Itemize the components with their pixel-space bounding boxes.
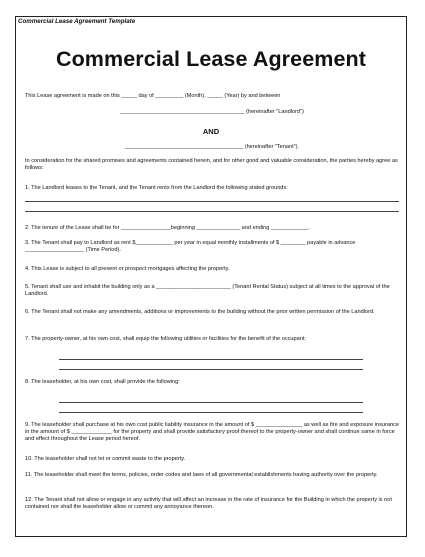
landlord-line: ________________________________________ (hereinafter "Landlord"): [120, 109, 304, 115]
blank-line: [59, 402, 363, 403]
clause-6: 6. The Tenant shall not make any amendments, additions or improvements to the building without the prior written permission of the Landlord.: [25, 309, 375, 315]
blank-line: [59, 369, 363, 370]
clause-8: 8. The leaseholder, at his own cost, shall provide the following:: [25, 379, 180, 385]
clause-3: 3. The Tenant shall pay to Landlord as rent $____________ per year in equal monthly installments of $ ________ payable in advance ___________________ (Time Period).: [25, 240, 356, 254]
blank-line: [59, 412, 363, 413]
blank-line: [59, 359, 363, 360]
document-page: [15, 16, 407, 537]
clause-12: 12. The Tenant shall not allow or engage in any activity that will affect an increase in the rate of insurance for the Building in which the property is not contained nor shall the leaseholder allow or commit any annoyance thereon.: [25, 497, 392, 511]
clause-10: 10. The leaseholder shall not let or commit waste to the property.: [25, 456, 186, 462]
template-label: Commercial Lease Agreement Template: [18, 18, 136, 25]
and-separator: AND: [202, 127, 220, 136]
consideration-paragraph: In consideration for the shared promises and agreements contained herein, and for other good and valuable consideration, the parties hereby agree as follows:: [25, 158, 398, 172]
clause-2: 2. The tenure of the Lease shall be for ________________beginning ______________ and ending ____________.: [25, 225, 310, 231]
tenant-line: ______________________________________ (hereinafter "Tenant").: [124, 144, 300, 150]
blank-line: [25, 201, 399, 202]
clause-4: 4. This Lease is subject to all present or prospect mortgages affecting the property.: [25, 266, 230, 272]
clause-7: 7. The property-owner, at his own cost, shall equip the following utilities or facilities for the benefit of the occupant:: [25, 336, 306, 342]
clause-5: 5. Tenant shall use and inhabit the building only as a ________________________ (Tenant Rental Status) subject at all times to the approval of the Landlord.: [25, 284, 390, 298]
clause-9: 9. The leaseholder shall purchase at his own cost public liability insurance in the amount of $ _______________ as well as fire and exposure insurance in the amount of $ _____________ for the property and shall provide satisfactory proof thereof to the property-owner and shall continue same in force and effect throughout the Lease period hereof.: [25, 422, 399, 443]
clause-1: 1. The Landlord leases to the Tenant, and the Tenant rents from the Landlord the following stated grounds:: [25, 185, 288, 191]
intro-line: This Lease agreement is made on this _____ day of _________ (Month), _____ (Year) by and between: [25, 93, 281, 99]
clause-11: 11. The leaseholder shall meet the terms, policies, order codes and laws of all governmental establishments having authority over the property.: [25, 472, 378, 478]
document-title: Commercial Lease Agreement: [55, 47, 367, 71]
blank-line: [25, 211, 399, 212]
